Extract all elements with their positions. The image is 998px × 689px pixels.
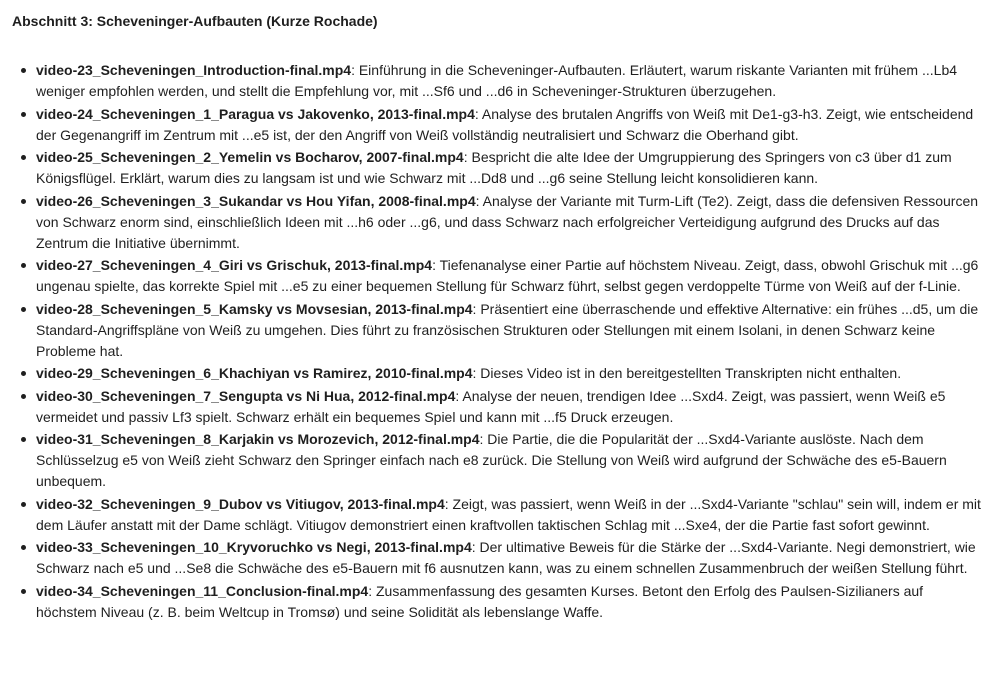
list-item xyxy=(12,386,986,428)
list-item xyxy=(12,60,986,102)
video-description: : Einführung in die Scheveninger-Aufbauten. Erläutert, warum riskante Varianten mit frühem ...Lb4 weniger empfohlen werden, und stellt die Empfehlung vor, mit ...Sf6 und ...d6 in Scheveninger-Strukturen überzugehen. xyxy=(36,62,958,99)
video-description: : Tiefenanalyse einer Partie auf höchstem Niveau. Zeigt, dass, obwohl Grischuk mit ...g6 ungenau spielte, das korrekte Spiel mit ...e5 zu einer bequemen Stellung für Schwarz führt, selbst gegen verdoppelte Türme von Weiß auf der f-Linie. xyxy=(36,257,979,294)
video-filename: video-25_Scheveningen_2_Yemelin vs Bocharov, 2007-final.mp4 xyxy=(36,149,464,165)
list-item xyxy=(12,191,986,254)
video-description: : Analyse der Variante mit Turm-Lift (Te2). Zeigt, dass die defensiven Ressourcen von Schwarz enorm sind, einschließlich Ideen mit ...h6 oder ...g6, und dass Schwarz nach erfolgreicher Verteidigung aufgrund des Drucks auf das Zentrum die Initiative übernimmt. xyxy=(36,192,979,251)
list-item xyxy=(12,299,986,362)
video-filename: video-27_Scheveningen_4_Giri vs Grischuk, 2013-final.mp4 xyxy=(36,257,433,273)
video-description: : Dieses Video ist in den bereitgestellten Transkripten nicht enthalten. xyxy=(472,365,902,381)
video-filename: video-29_Scheveningen_6_Khachiyan vs Ramirez, 2010-final.mp4 xyxy=(36,365,473,381)
list-item xyxy=(12,363,986,384)
video-filename: video-34_Scheveningen_11_Conclusion-final.mp4 xyxy=(36,582,369,599)
video-description: : Zeigt, was passiert, wenn Weiß in der ...Sxd4-Variante "schlau" sein will, indem er mit dem Läufer anstatt mit der Dame schlägt. Vitiugov demonstriert einen kraftvollen taktischen Schlag mit ...Sxe4, der die Partie fast sofort gewinnt. xyxy=(36,495,981,533)
video-filename: video-31_Scheveningen_8_Karjakin vs Morozevich, 2012-final.mp4 xyxy=(36,431,480,447)
video-description: : Der ultimative Beweis für die Stärke der ...Sxd4-Variante. Negi demonstriert, wie Schwarz nach e5 und ...Se8 die Schwäche des e5-Bauern mit f6 ausnutzen kann, was zu einem schnellen Zusammenbruch der weißen Stellung führt. xyxy=(36,539,976,576)
video-description: : Analyse des brutalen Angriffs von Weiß mit De1-g3-h3. Zeigt, wie entscheidend der Gegenangriff im Zentrum mit ...e5 ist, der den Angriff von Weiß vollständig neutralisiert und Schwarz die Oberhand gibt. xyxy=(36,105,974,143)
video-description: : Zusammenfassung des gesamten Kurses. Betont den Erfolg des Paulsen-Sizilianers auf höchstem Niveau (z. B. beim Weltcup in Tromsø) und seine Solidität als lebenslange Waffe. xyxy=(36,582,924,620)
list-item xyxy=(12,255,986,297)
list-item xyxy=(12,147,986,189)
video-filename: video-26_Scheveningen_3_Sukandar vs Hou Yifan, 2008-final.mp4 xyxy=(36,192,476,209)
video-description: : Bespricht die alte Idee der Umgruppierung des Springers von c3 über d1 zum Königsflügel. Erklärt, warum dies zu langsam ist und wie Schwarz mit ...Dd8 und ...g6 seine Stellung leicht konsolidieren kann. xyxy=(36,149,952,186)
list-item xyxy=(12,537,986,579)
video-filename: video-28_Scheveningen_5_Kamsky vs Movsesian, 2013-final.mp4 xyxy=(36,300,473,317)
video-filename: video-30_Scheveningen_7_Sengupta vs Ni Hua, 2012-final.mp4 xyxy=(36,387,456,404)
video-description: : Die Partie, die die Popularität der ...Sxd4-Variante auslöste. Nach dem Schlüsselzug e5 von Weiß zieht Schwarz den Springer einfach nach e8 zurück. Die Stellung von Weiß wird aufgrund der Schwäche des e5-Bauern unbequem. xyxy=(36,431,947,489)
video-filename: video-32_Scheveningen_9_Dubov vs Vitiugov, 2013-final.mp4 xyxy=(36,495,445,512)
section-heading: Abschnitt 3: Scheveninger-Aufbauten (Kurze Rochade) xyxy=(12,13,378,29)
list-item xyxy=(12,104,986,146)
video-filename: video-23_Scheveningen_Introduction-final.mp4 xyxy=(36,62,352,78)
video-filename: video-24_Scheveningen_1_Paragua vs Jakovenko, 2013-final.mp4 xyxy=(36,105,475,122)
video-description: : Analyse der neuen, trendigen Idee ...Sxd4. Zeigt, was passiert, wenn Weiß e5 vermeidet und passiv Lf3 spielt. Schwarz erhält ein bequemes Spiel und kann mit ...f5 Druck erzeugen. xyxy=(36,387,946,425)
video-filename: video-33_Scheveningen_10_Kryvoruchko vs Negi, 2013-final.mp4 xyxy=(36,539,472,555)
video-description: : Präsentiert eine überraschende und effektive Alternative: ein frühes ...d5, um die Standard-Angriffspläne von Weiß zu umgehen. Dies führt zu französischen Strukturen oder Stellungen mit einem Isolani, in denen Schwarz keine Probleme hat. xyxy=(36,300,979,359)
list-item xyxy=(12,429,986,492)
video-list xyxy=(12,60,986,623)
list-item xyxy=(12,494,986,536)
list-item xyxy=(12,581,986,623)
